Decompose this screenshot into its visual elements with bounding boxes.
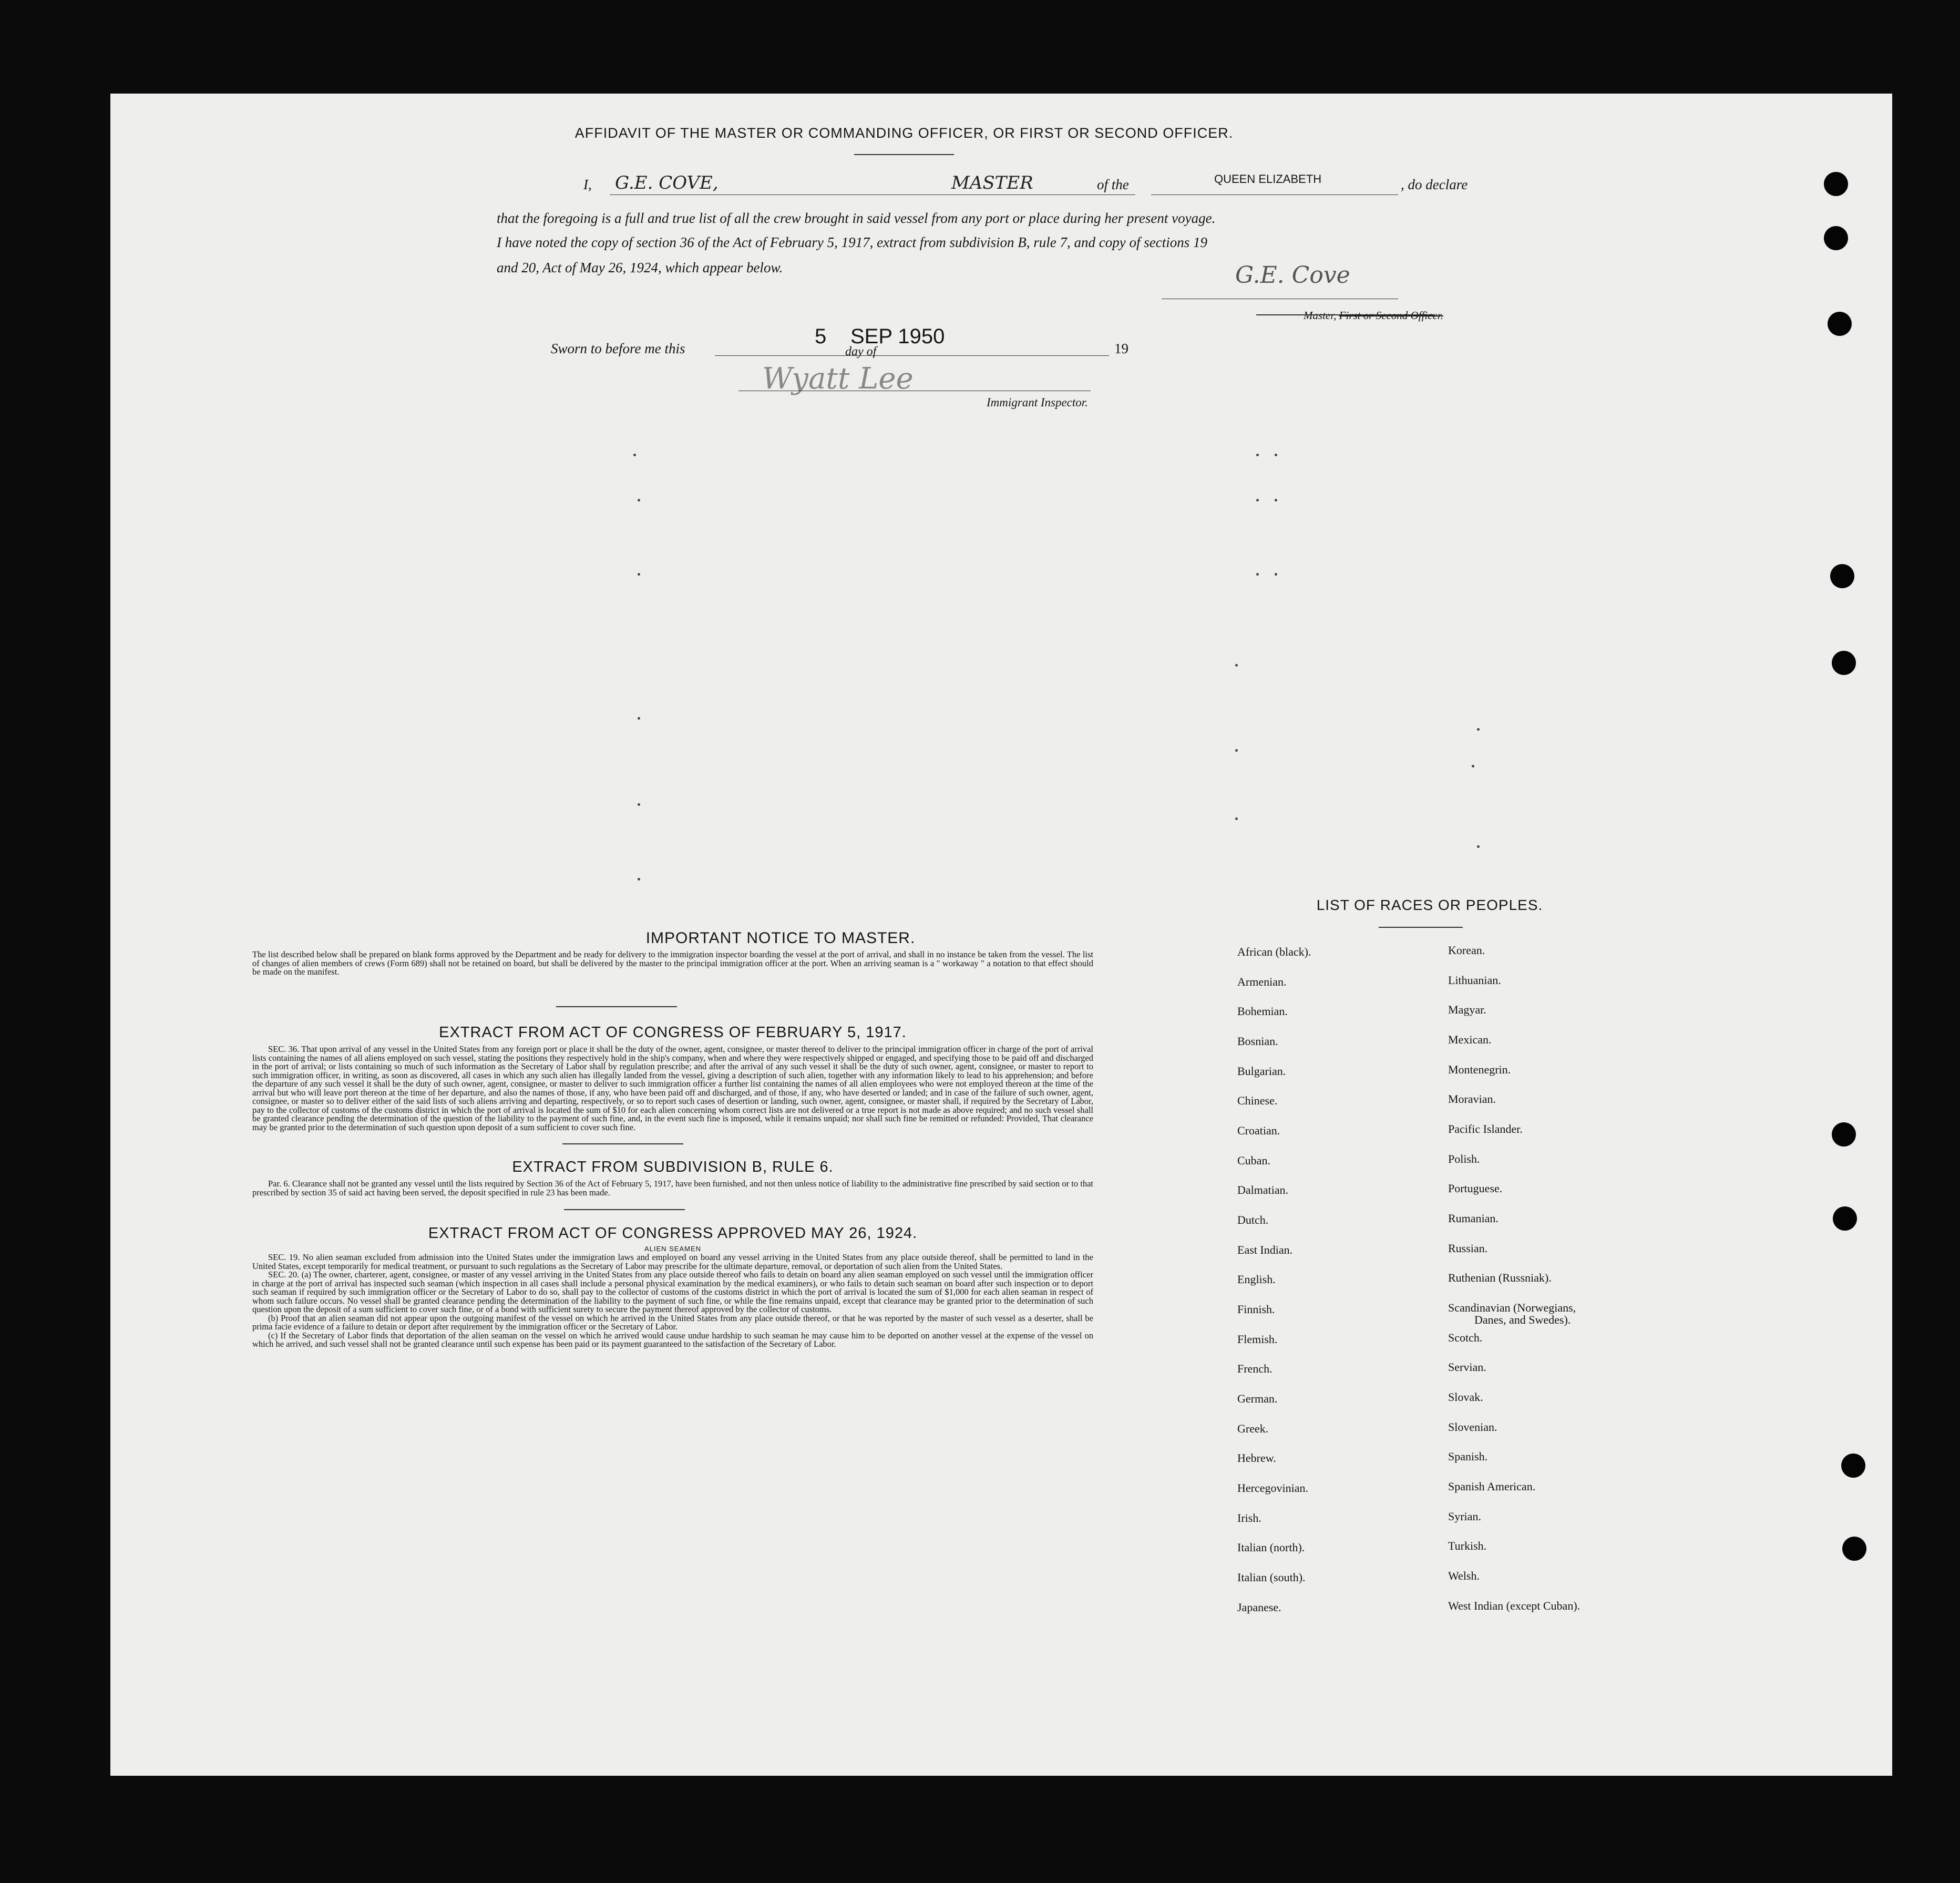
notice-text: The list described below shall be prepared on blank forms approved by the Department and be ready for delivery to the immigration inspector boarding the vessel at the port of arrival, and shall in no instance be taken from the vessel. The list of changes of alien members of crews (Form 689) shall not be retained on board, but shall be delivered by the master to the principal immigration officer at the port. When an arriving seaman is a " workaway " a notation to that effect should be made on the manifest. <box>252 949 1093 977</box>
caption-struck-officer: First or Second Officer. <box>1339 309 1443 322</box>
race-item: Slovenian. <box>1448 1420 1497 1434</box>
extract-1924-body <box>252 1253 1093 1349</box>
race-item: Russian. <box>1448 1242 1488 1255</box>
affidavit-title: AFFIDAVIT OF THE MASTER OR COMMANDING OFFICER, OR FIRST OR SECOND OFFICER. <box>574 125 1234 141</box>
race-item: Scandinavian (Norwegians, <box>1448 1301 1576 1314</box>
affidavit-line1 <box>110 172 1892 199</box>
race-item: Bulgarian. <box>1237 1065 1286 1078</box>
ink-speck <box>633 454 636 456</box>
extract-1917-text: SEC. 36. That upon arrival of any vessel in the United States from any foreign port or place it shall be the duty of the owner, agent, consignee, or master thereof to deliver to the principal immigration officer in charge of the port of arrival lists containing the names of all aliens employed on such vessel, stating the positions they respectively hold in the ship's company, when and where they were respectively shipped or engaged, and specifying those to be paid off and discharged in the port of arrival; or lists containing so much of such information as the Secretary of Labor shall by regulation prescribe; and after the arrival of any such vessel it shall be the duty of such owner, agent, consignee, or master to report to such immigration officer, in writing, as soon as discovered, all cases in which any such alien has illegally landed from the vessel, giving a description of such alien, together with any information likely to lead to his apprehension; and before the departure of any such vessel it shall be the duty of such owner, agent, consignee, or master to deliver to such immigration officer a further list containing the names of all alien employees who were not employed thereon at the time of the arrival but who will leave port thereon at the time of her departure, and also the names of those, if any, who have been paid off and discharged, and of those, if any, who have deserted or landed; and in case of the failure of such owner, agent, consignee, or master so to deliver either of the said lists of such aliens arriving and departing, respectively, or so to report such cases of desertion or landing, such owner, agent, consignee, or master shall, if required by the Secretary of Labor, pay to the collector of customs of the customs district in which the port of arrival is located the sum of $10 for each alien concerning whom correct lists are not delivered or a true report is not made as above required; and no such vessel shall be granted clearance pending the determination of the question of the liability to the payment of such fine, and, in the event such fine is imposed, while it remains unpaid; nor shall such fine be remitted or refunded: Provided, That clearance may be granted prior to the determination of such question upon deposit of a sum sufficient to cover such fine. <box>252 1044 1093 1132</box>
do-declare-text: , do declare <box>1401 177 1468 192</box>
race-item: Italian (south). <box>1237 1571 1306 1584</box>
race-item: Irish. <box>1237 1511 1261 1524</box>
notice-divider <box>556 1006 677 1007</box>
ink-speck <box>638 717 640 720</box>
ink-speck <box>1235 664 1238 667</box>
race-item: German. <box>1237 1392 1278 1405</box>
rule6-title: EXTRACT FROM SUBDIVISION B, RULE 6. <box>512 1159 834 1175</box>
race-item: Cuban. <box>1237 1154 1270 1167</box>
races-column-2 <box>1448 944 1690 1627</box>
race-item: Moravian. <box>1448 1092 1496 1106</box>
title-underline <box>854 154 954 155</box>
race-item: Syrian. <box>1448 1510 1481 1523</box>
race-item: Dutch. <box>1237 1213 1269 1226</box>
punch-hole <box>1832 651 1856 675</box>
races-column-1 <box>1237 945 1437 1629</box>
race-item: Lithuanian. <box>1448 974 1501 987</box>
race-item: Bosnian. <box>1237 1035 1278 1048</box>
affidavit-body-line4: and 20, Act of May 26, 1924, which appear below. <box>497 260 783 275</box>
extract-1917-divider <box>562 1143 683 1144</box>
caption-overline <box>1256 314 1435 315</box>
race-item: Montenegrin. <box>1448 1063 1511 1076</box>
race-item: East Indian. <box>1237 1243 1293 1256</box>
race-item: Bohemian. <box>1237 1005 1288 1018</box>
race-item: West Indian (except Cuban). <box>1448 1599 1581 1612</box>
race-item: Hebrew. <box>1237 1451 1276 1465</box>
ink-speck <box>1256 499 1259 502</box>
ink-speck <box>1256 454 1259 456</box>
extract-1924-sec20c: (c) If the Secretary of Labor finds that deportation of the alien seaman on the vessel on which he arrived would cause undue hardship to such seaman he may cause him to be deported on another vessel at the expense of the vessel on which he arrived, and such vessel shall not be granted clearance until such expense has been paid or its payment guaranteed to the satisfaction of the Secretary of Labor. <box>252 1330 1093 1349</box>
extract-1924-sec20a: SEC. 20. (a) The owner, charterer, agent, consignee, or master of any vessel arriving in the United States from any place outside thereof who fails to detain on board any alien seaman employed on such vessel until the immigration officer in charge at the port of arrival has inspected such seaman (which inspection in all cases shall include a personal physical examination by the medical examiners), or who fails to detain such seaman on board after such inspection or to deport such seaman if required by such immigration officer or the Secretary of Labor to do so, shall pay to the collector of customs of the customs district in which the port of arrival is located the sum of $1,000 for each alien seaman in respect of whom such failure occurs. No vessel shall be granted clearance pending the determination of the liability to the payment of such fine, or while the fine remains unpaid, except that clearance may be granted prior to the determination of such question upon the deposit of a sum sufficient to cover such fine, or of a bond with sufficient surety to secure the payment thereof approved by the collector of customs. <box>252 1270 1093 1314</box>
race-item-continuation: Danes, and Swedes). <box>1474 1313 1571 1326</box>
race-item: English. <box>1237 1273 1276 1286</box>
race-item: Pacific Islander. <box>1448 1122 1523 1135</box>
race-item: Portuguese. <box>1448 1182 1503 1195</box>
declarant-rank: MASTER <box>951 172 1033 193</box>
ink-speck <box>1477 845 1480 848</box>
extract-1924-sec19: SEC. 19. No alien seaman excluded from admission into the United States under the immigration laws and employed on board any vessel arriving in the United States from any place outside thereof, shall be permitted to land in the United States, except temporarily for medical treatment, or pursuant to such regulations as the Secretary of Labor may prescribe for the ultimate departure, removal, or deportation of such alien from the United States. <box>252 1252 1093 1271</box>
race-item: African (black). <box>1237 945 1311 958</box>
race-item: Mexican. <box>1448 1033 1492 1046</box>
ink-speck <box>1275 499 1277 502</box>
signature-caption <box>1304 309 1443 322</box>
punch-hole <box>1832 1122 1856 1147</box>
race-item: Finnish. <box>1237 1303 1275 1316</box>
race-item: Spanish. <box>1448 1450 1488 1463</box>
ink-speck <box>1235 817 1238 820</box>
ink-speck <box>1477 728 1480 731</box>
extract-1924-subtitle: ALIEN SEAMEN <box>644 1245 702 1253</box>
ink-speck <box>1235 749 1238 752</box>
race-item: Rumanian. <box>1448 1212 1499 1225</box>
race-item: Spanish American. <box>1448 1480 1536 1493</box>
race-item: Polish. <box>1448 1152 1480 1165</box>
race-item: Slovak. <box>1448 1390 1483 1404</box>
race-item: Flemish. <box>1237 1333 1278 1346</box>
race-item: French. <box>1237 1362 1273 1375</box>
sworn-day-line <box>715 355 1109 356</box>
ink-speck <box>638 573 640 576</box>
extract-1924-title: EXTRACT FROM ACT OF CONGRESS APPROVED MAY 26, 1924. <box>428 1225 918 1242</box>
declarant-name: G.E. COVE, <box>615 172 719 193</box>
sworn-prefix: Sworn to before me this <box>551 341 685 356</box>
punch-hole <box>1841 1454 1865 1478</box>
ink-speck <box>1275 454 1277 456</box>
punch-hole <box>1833 1206 1857 1231</box>
extract-1917-title: EXTRACT FROM ACT OF CONGRESS OF FEBRUARY 5, 1917. <box>439 1024 907 1041</box>
race-item: Magyar. <box>1448 1003 1486 1016</box>
affidavit-body-line3: I have noted the copy of section 36 of the Act of February 5, 1917, extract from subdivision B, rule 7, and copy of sections 19 <box>497 234 1207 250</box>
notice-title: IMPORTANT NOTICE TO MASTER. <box>645 929 916 947</box>
line1-prefix: I, <box>583 177 592 192</box>
race-item: Greek. <box>1237 1422 1269 1435</box>
race-item: Servian. <box>1448 1360 1486 1374</box>
punch-hole <box>1828 312 1852 336</box>
sworn-year-suffix: 19 <box>1114 341 1128 356</box>
caption-master: Master, <box>1304 309 1337 322</box>
race-item: Hercegovinian. <box>1237 1481 1308 1495</box>
vessel-name: QUEEN ELIZABETH <box>1214 172 1322 186</box>
race-item: Scotch. <box>1448 1331 1483 1344</box>
race-item: Ruthenian (Russniak). <box>1448 1271 1552 1284</box>
rule6-divider <box>564 1209 685 1210</box>
punch-hole <box>1830 564 1854 588</box>
of-the-text: of the <box>1097 177 1129 192</box>
ink-speck <box>638 878 640 881</box>
sworn-line <box>110 325 1892 359</box>
race-item: Armenian. <box>1237 975 1287 988</box>
inspector-caption: Immigrant Inspector. <box>987 396 1088 409</box>
race-item: Italian (north). <box>1237 1541 1305 1554</box>
sworn-day: 5 <box>815 325 827 348</box>
ink-speck <box>1472 765 1474 767</box>
punch-hole <box>1824 226 1848 250</box>
punch-hole <box>1842 1537 1866 1561</box>
inspector-signature: Wyatt Lee <box>762 362 914 396</box>
races-title: LIST OF RACES OR PEOPLES. <box>1316 897 1543 913</box>
document-page <box>110 94 1892 1776</box>
master-signature: G.E. Cove <box>1235 262 1350 289</box>
ink-speck <box>1256 573 1259 576</box>
race-item: Croatian. <box>1237 1124 1280 1137</box>
affidavit-body-line2: that the foregoing is a full and true list of all the crew brought in said vessel from any port or place during her present voyage. <box>497 210 1216 226</box>
sworn-day-of: day of <box>845 345 877 359</box>
race-item: Welsh. <box>1448 1569 1480 1582</box>
race-item: Japanese. <box>1237 1601 1281 1614</box>
race-item: Chinese. <box>1237 1094 1278 1107</box>
punch-hole <box>1824 172 1848 196</box>
ink-speck <box>638 499 640 502</box>
ink-speck <box>1275 573 1277 576</box>
race-item: Korean. <box>1448 944 1485 957</box>
ink-speck <box>638 803 640 806</box>
rule6-text: Par. 6. Clearance shall not be granted any vessel until the lists required by Section 36 of the Act of February 5, 1917, have been furnished, and not then unless notice of liability to the administrative fine prescribed by said section or to that prescribed by section 35 of said act having been served, the deposit specified in rule 23 has been made. <box>252 1179 1093 1198</box>
races-underline <box>1379 927 1463 928</box>
race-item: Dalmatian. <box>1237 1183 1289 1196</box>
extract-1924-sec20b: (b) Proof that an alien seaman did not appear upon the outgoing manifest of the vessel on which he arrived in the United States from any place outside thereof, or that he was reported by the master of such vessel as a deserter, shall be prima facie evidence of a failure to detain or deport after requirement by the immigration officer or the Secretary of Labor. <box>252 1313 1093 1332</box>
race-item: Turkish. <box>1448 1539 1487 1552</box>
sworn-month-year: SEP 1950 <box>850 325 945 348</box>
